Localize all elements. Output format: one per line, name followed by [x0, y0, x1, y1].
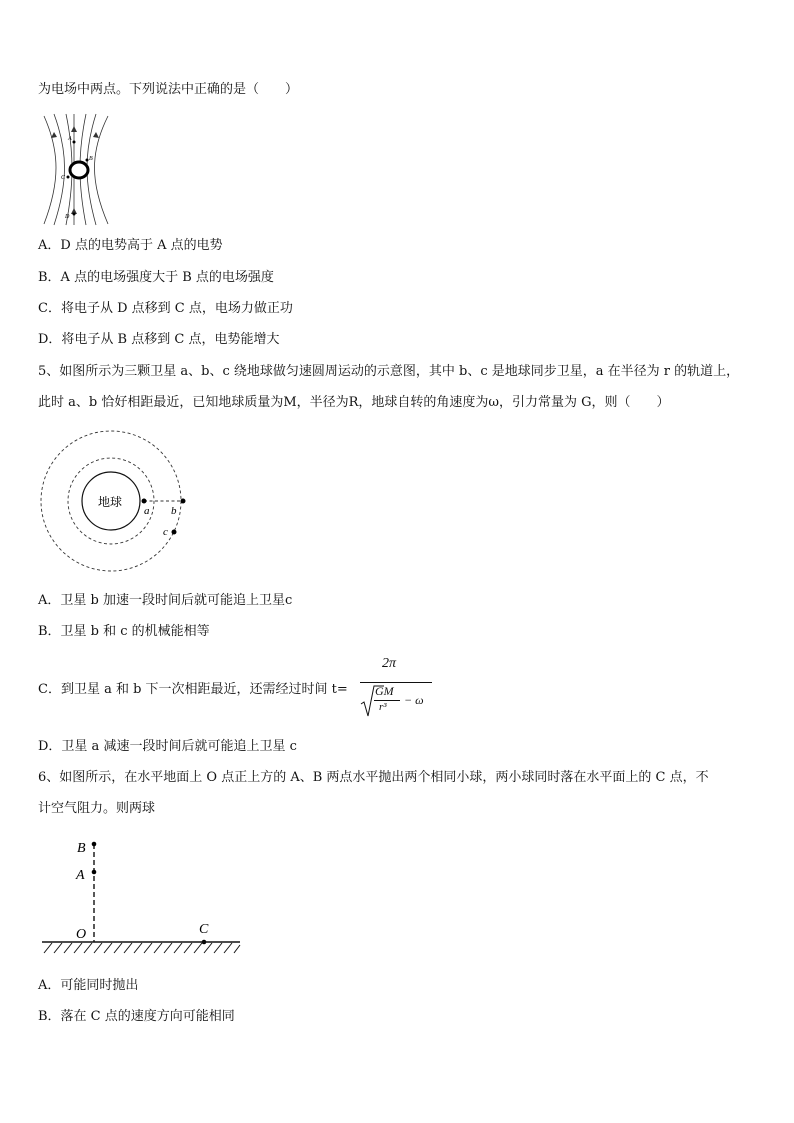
q4-label-B: B [89, 156, 93, 162]
q5-label-c: c [163, 526, 168, 538]
q5-option-c-formula [360, 656, 440, 718]
q5-earth-label: 地球 [98, 495, 123, 509]
q4-label-A: A [68, 136, 72, 142]
q5-formula-numerator: 2π [382, 656, 397, 671]
q4-label-C: C [61, 175, 66, 181]
q4-option-a: A．D 点的电势高于 A 点的电势 [38, 238, 223, 253]
q5-formula-omega: − ω [404, 693, 424, 707]
q4-field-figure [38, 112, 118, 227]
q6-option-b: B．落在 C 点的速度方向可能相同 [38, 1009, 235, 1024]
q5-option-d: D．卫星 a 减速一段时间后就可能追上卫星 c [38, 739, 297, 754]
q5-orbit-figure [38, 428, 198, 578]
q5-label-b: b [171, 505, 177, 517]
q5-satellite-a [142, 499, 147, 504]
q5-stem-line2: 此时 a、b 恰好相距最近，已知地球质量为M，半径为R，地球自转的角速度为ω，引力常量为 G，则（ ） [38, 395, 670, 410]
q4-option-d: D．将电子从 B 点移到 C 点，电势能增大 [38, 332, 280, 347]
q5-label-a: a [144, 505, 150, 517]
q6-stem-line1: 6、如图所示，在水平地面上 O 点正上方的 A、B 两点水平抛出两个相同小球，两小球同时落在水平面上的 C 点，不 [38, 770, 709, 785]
q5-option-b: B．卫星 b 和 c 的机械能相等 [38, 624, 210, 639]
q5-satellite-c [172, 530, 177, 535]
q6-option-a: A．可能同时抛出 [38, 978, 139, 993]
q4-option-b: B．A 点的电场强度大于 B 点的电场强度 [38, 270, 274, 285]
q5-formula-r3: r³ [379, 701, 387, 713]
q6-label-C: C [199, 922, 209, 937]
q4-option-c: C．将电子从 D 点移到 C 点，电场力做正功 [38, 301, 293, 316]
q4-stem-tail: 为电场中两点。下列说法中正确的是（ ） [38, 82, 299, 97]
q6-stem-line2: 计空气阻力。则两球 [38, 801, 156, 816]
q5-option-a: A．卫星 b 加速一段时间后就可能追上卫星c [38, 593, 293, 608]
q6-label-B: B [77, 841, 86, 856]
q5-formula-gm: GM [375, 684, 394, 698]
q5-stem-line1: 5、如图所示为三颗卫星 a、b、c 绕地球做匀速圆周运动的示意图，其中 b、c 是地球同步卫星，a 在半径为 r 的轨道上， [38, 364, 740, 379]
q5-option-c: C．到卫星 a 和 b 下一次相距最近，还需经过时间 t= [38, 682, 348, 697]
q6-projectile-figure [38, 836, 248, 961]
q6-label-O: O [76, 927, 87, 942]
q5-satellite-b [181, 499, 186, 504]
q4-label-D: D [65, 214, 70, 220]
q6-label-A: A [76, 868, 85, 883]
